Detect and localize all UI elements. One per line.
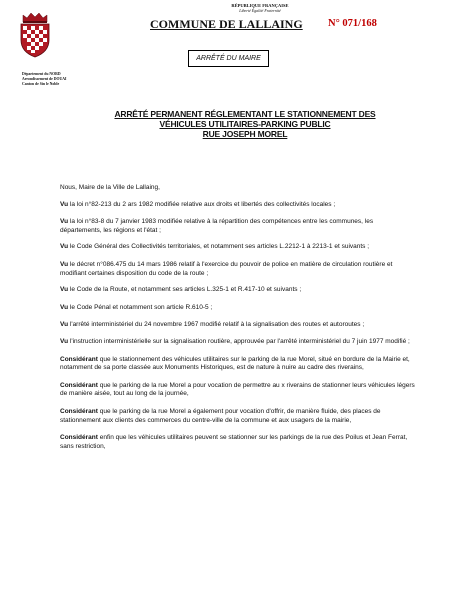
arrete-number: N° 071/168	[328, 18, 377, 29]
devise-label: Liberté Égalité Fraternité	[239, 8, 281, 13]
republique-header	[200, 3, 320, 13]
paragraph: Nous, Maire de la Ville de Lallaing,	[60, 184, 160, 191]
arrondissement-line: Arrondissement de DOUAI	[22, 77, 67, 81]
commune-title: COMMUNE DE LALLAING	[150, 17, 303, 31]
paragraph: Vu l'arrêté interministériel du 24 novembre 1967 modifié relatif à la signalisation des routes et autoroutes ;	[60, 321, 365, 329]
department-line: Département du NORD	[22, 72, 61, 76]
republique-label: RÉPUBLIQUE FRANÇAISE	[231, 3, 289, 8]
document-title	[90, 109, 400, 139]
paragraph-lead: Vu	[60, 303, 69, 311]
paragraph: Vu le décret n°086.475 du 14 mars 1986 relatif à l'exercice du pouvoir de police en matière de circulation routière et modifiant certaines disposition du code de la route ;	[60, 260, 393, 277]
paragraph: Vu le Code Pénal et notamment son article R.610-5 ;	[60, 303, 213, 311]
paragraph: Vu la loi n°82-213 du 2 ars 1982 modifiée relative aux droits et libertés des collectivités locales ;	[60, 200, 336, 208]
document-body	[60, 184, 415, 451]
paragraph: Vu la loi n°83-8 du 7 janvier 1983 modifiée relative à la répartition des compétences entre les communes, les départements, les régions et l'état ;	[60, 218, 374, 234]
paragraph-lead: Considérant	[60, 355, 98, 363]
paragraph: Considérant enfin que les véhicules utilitaires peuvent se stationner sur les parkings de la rue des Poilus et Jean Ferrat, sans restriction,	[60, 434, 408, 450]
paragraph-lead: Vu	[60, 337, 69, 345]
paragraph: Vu l'instruction interministérielle sur la signalisation routière, approuvée par l'arrêté interministériel du 7 juin 1977 modifié ;	[60, 337, 410, 345]
arrete-type-box: ARRÊTÉ DU MAIRE	[188, 50, 269, 67]
paragraph-lead: Vu	[60, 321, 69, 329]
title-line: ARRÊTÉ PERMANENT RÉGLEMENTANT LE STATIONNEMENT DES	[114, 109, 376, 119]
paragraph: Vu le Code de la Route, et notamment ses articles L.325-1 et R.417-10 et suivants ;	[60, 286, 302, 294]
paragraph-lead: Considérant	[60, 381, 98, 389]
paragraph-lead: Vu	[60, 200, 69, 208]
paragraph: Considérant que le parking de la rue Morel a pour vocation de permettre au x riverains de stationner leurs véhicules légers de manière aisée, tout au long de la journée,	[60, 381, 415, 398]
title-line: VÉHICULES UTILITAIRES-PARKING PUBLIC	[159, 119, 331, 129]
paragraph-lead: Vu	[60, 286, 69, 294]
department-block	[22, 72, 92, 87]
paragraph-lead: Vu	[60, 243, 69, 251]
title-line: RUE JOSEPH MOREL	[202, 129, 288, 139]
paragraph: Vu le Code Général des Collectivités territoriales, et notamment ses articles L.2212-1 à 2213-1 et suivants ;	[60, 243, 370, 251]
paragraph-lead: Vu	[60, 260, 69, 268]
paragraph-lead: Considérant	[60, 434, 98, 442]
paragraph: Considérant que le parking de la rue Morel a également pour vocation d'offrir, de manière fluide, des places de stationnement aux clients des commerces du centre-ville de la commune et aux usagers de la mairie,	[60, 407, 381, 424]
canton-line: Canton de Sin le Noble	[22, 82, 60, 86]
paragraph: Considérant que le stationnement des véhicules utilitaires sur le parking de la rue Morel, situé en bordure de la Mairie et, notamment de sa porte classée aux Monuments Historiques, est de nature à nuire au cadre des riverains,	[60, 355, 410, 372]
paragraph-lead: Vu	[60, 218, 69, 226]
coat-of-arms-icon	[17, 12, 53, 58]
paragraph-lead: Considérant	[60, 407, 98, 415]
